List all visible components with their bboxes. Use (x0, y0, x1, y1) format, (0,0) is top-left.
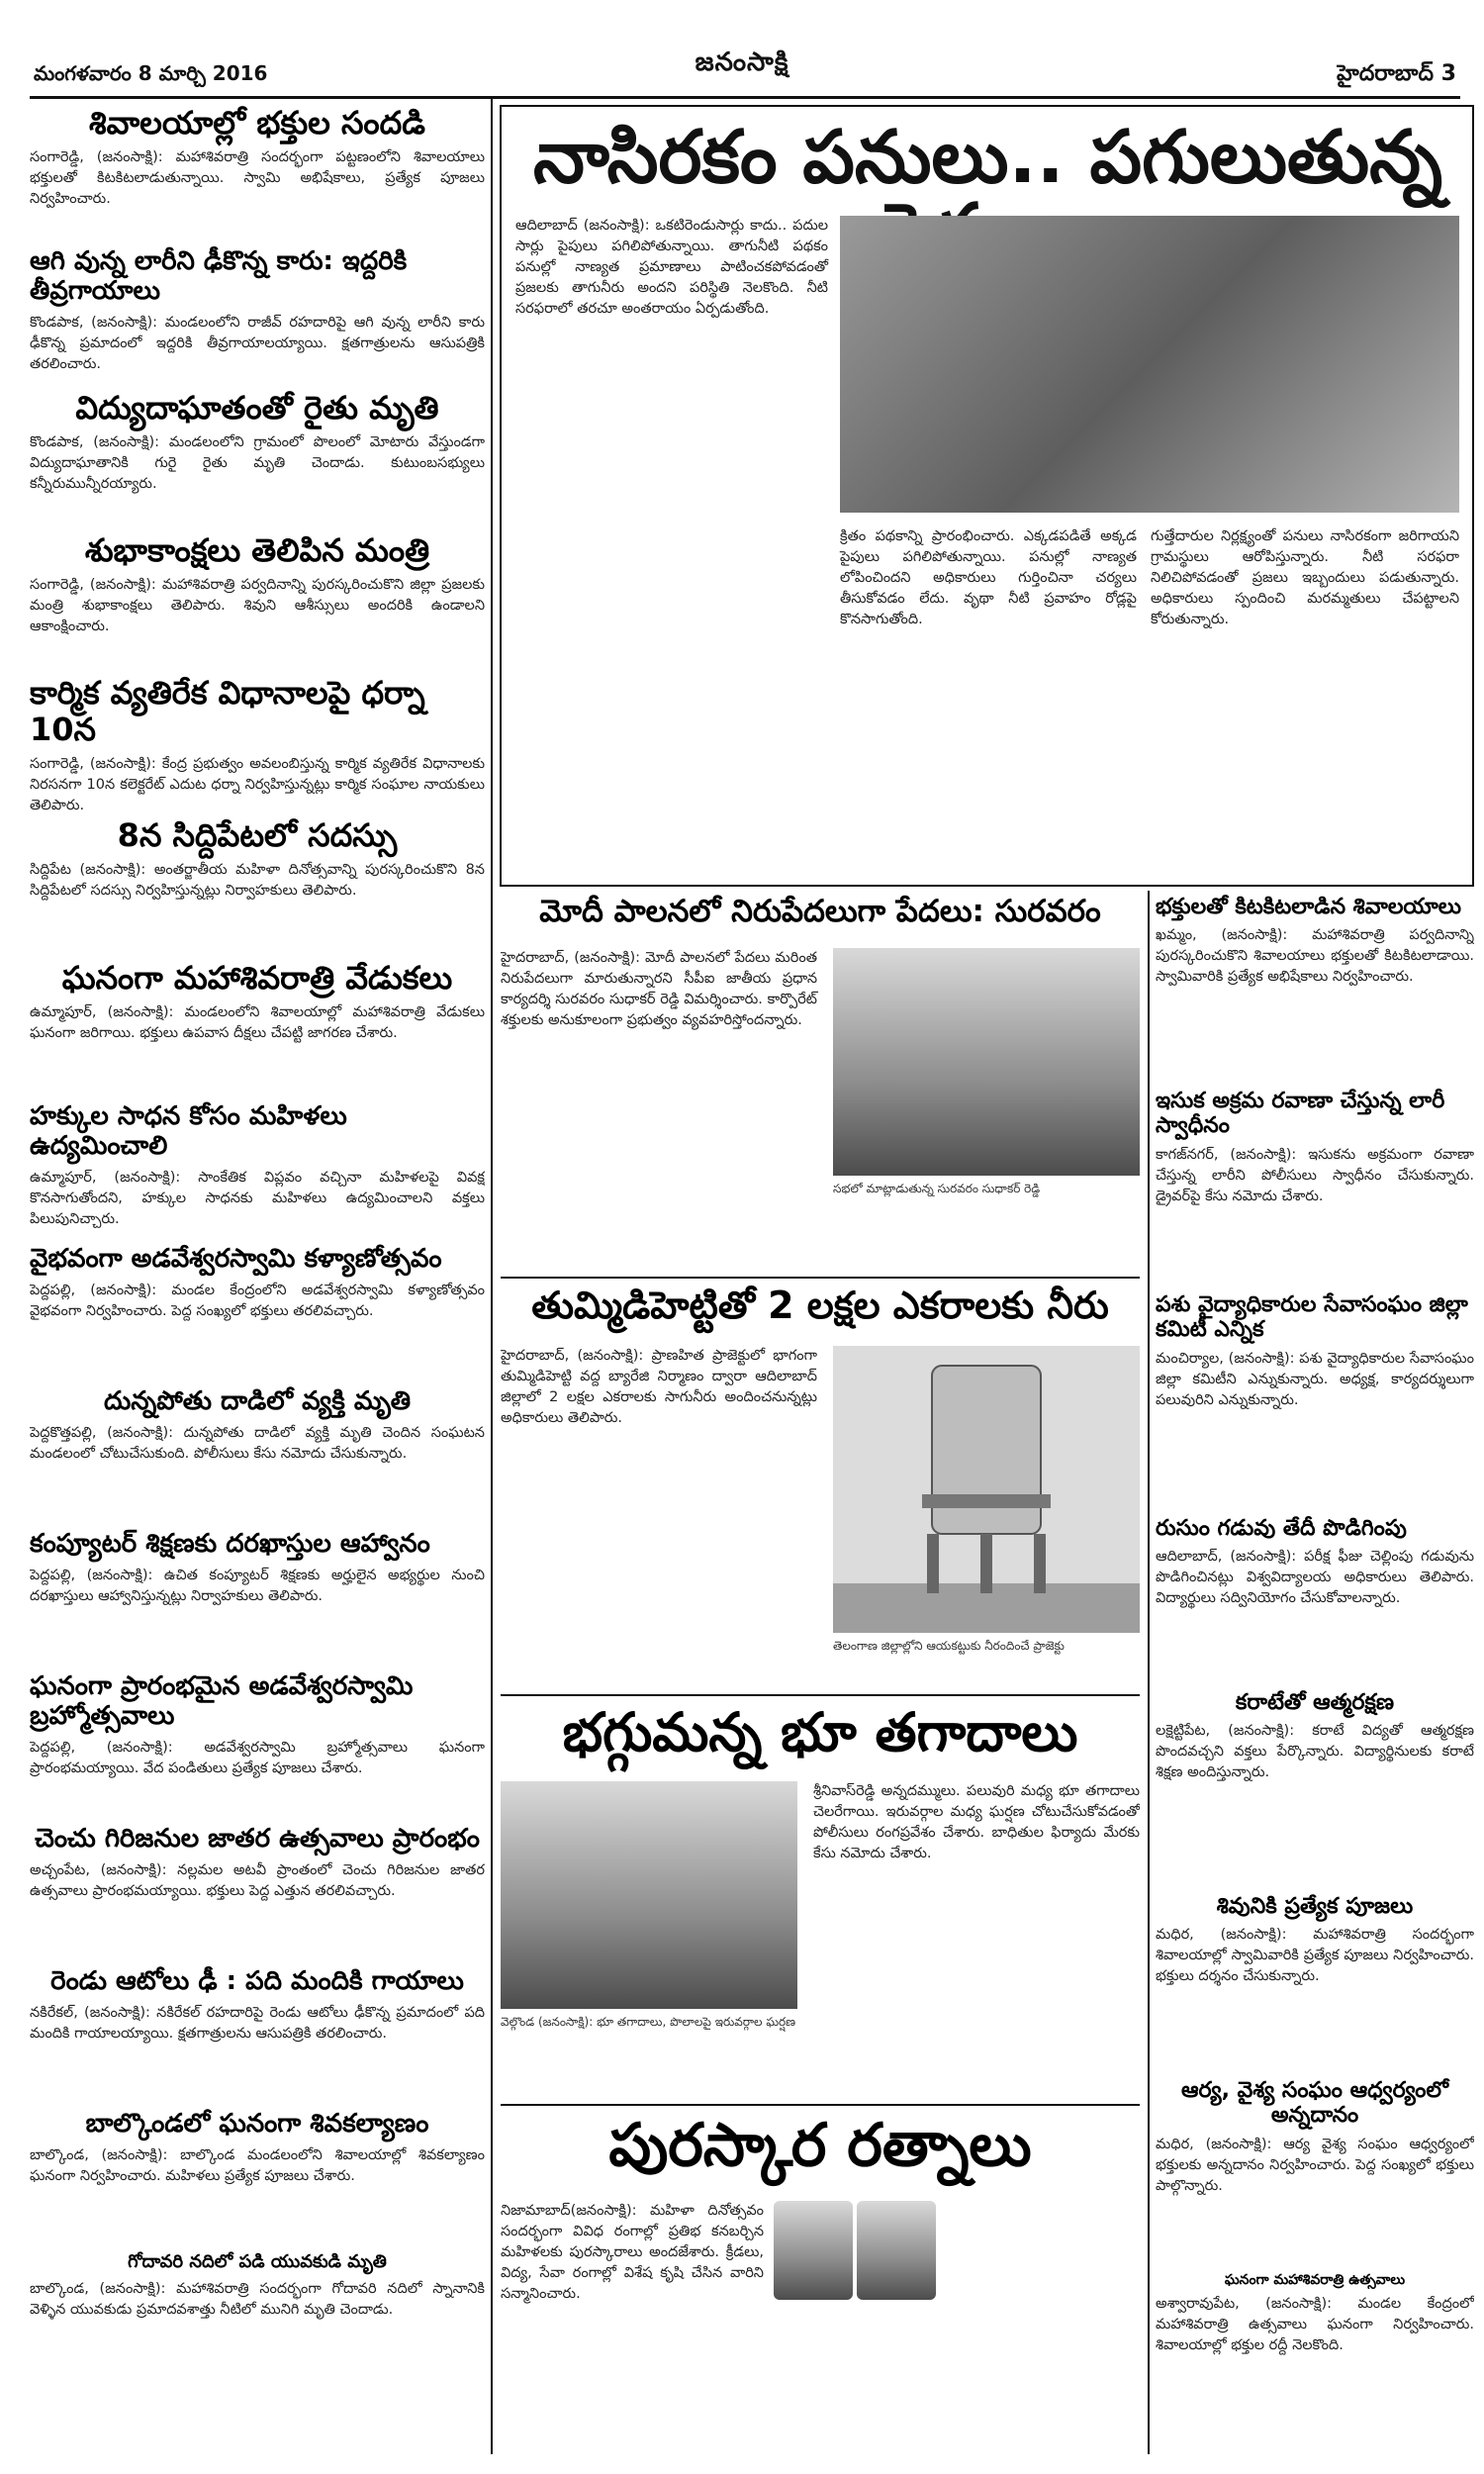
dispute-photo (501, 1781, 797, 2009)
story-body: పెద్దకొత్తపల్లి, (జనంసాక్షి): దున్నపోతు దాడిలో వ్యక్తి మృతి చెందిన సంఘటన మండలంలో చోటుచేసుకుంది. పోలీసులు కేసు నమోదు చేసుకున్నారు. (30, 1424, 485, 1462)
header-date: మంగళవారం 8 మార్చి 2016 (34, 61, 268, 85)
headline: చెంచు గిరిజనుల జాతర ఉత్సవాలు ప్రారంభం (35, 1824, 480, 1854)
lead-story-box (500, 105, 1474, 887)
headline: తుమ్మిడిహెట్టితో 2 లక్షల ఎకరాలకు నీరు (531, 1285, 1109, 1327)
story-body: సిద్దిపేట (జనంసాక్షి): అంతర్జాతీయ మహిళా దినోత్సవాన్ని పురస్కరించుకొని 8న సిద్దిపేటలో సదస్సు నిర్వహిస్తున్నట్లు నిర్వాహకులు తెలిపారు. (30, 861, 485, 899)
story-left-7 (30, 1102, 485, 1241)
suravaram-photo (833, 948, 1140, 1176)
story-left-6 (30, 960, 485, 1098)
story-body: అశ్వారావుపేట, (జనంసాక్షి): మండల కేంద్రంలో మహాశివరాత్రి ఉత్సవాలు ఘనంగా నిర్వహించారు. శివాలయాల్లో భక్తుల రద్దీ నెలకొంది. (1156, 2296, 1474, 2354)
story-body: హైదరాబాద్, (జనంసాక్షి): మోదీ పాలనలో పేదలు మరింత నిరుపేదలుగా మారుతున్నారని సీపీఐ జాతీయ ప్రధాన కార్యదర్శి సురవరం సుధాకర్ రెడ్డి విమర్శించారు. కార్పొరేట్ శక్తులకు అనుకూలంగా ప్రభుత్వం వ్యవహరిస్తోందన్నారు. (501, 950, 817, 1029)
story-body: పెద్దపల్లి, (జనంసాక్షి): మండల కేంద్రంలోని అడవేశ్వరస్వామి కళ్యాణోత్సవం వైభవంగా నిర్వహించారు. పెద్ద సంఖ్యలో భక్తులు తరలివచ్చారు. (30, 1282, 485, 1319)
right-column (1156, 895, 1474, 2458)
story-left-12 (30, 1825, 485, 1963)
story-right-3 (1156, 1516, 1474, 1684)
column-divider-right (1148, 891, 1150, 2454)
story-land-disputes (501, 1702, 1140, 2098)
story-left-2 (30, 390, 485, 528)
lead-body-col3: గుత్తేదారుల నిర్లక్ష్యంతో పనులు నాసిరకంగా జరిగాయని గ్రామస్థులు ఆరోపిస్తున్నారు. నీటి సరఫరా నిలిచిపోవడంతో ప్రజలు ఇబ్బందులు పడుతున్నారు. అధికారులు స్పందించి మరమ్మతులు చేపట్టాలని కోరుతున్నారు. (1151, 528, 1459, 628)
headline: విద్యుదాఘాతంతో రైతు మృతి (75, 389, 439, 427)
headline: 8న సిద్దిపేటలో సదస్సు (117, 816, 398, 854)
lead-photo (840, 216, 1459, 513)
story-left-11 (30, 1672, 485, 1821)
header-city-page: హైదరాబాద్ 3 (1337, 61, 1456, 86)
story-left-14 (30, 2110, 485, 2248)
story-left-8 (30, 1245, 485, 1383)
story-body: హైదరాబాద్, (జనంసాక్షి): ప్రాణహిత ప్రాజెక్టులో భాగంగా తుమ్మిడిహెట్టి వద్ద బ్యారేజి నిర్మాణం ద్వారా ఆదిలాబాద్ జిల్లాలో 2 లక్షల ఎకరాలకు సాగునీరు అందించనున్నట్లు అధికారులు తెలిపారు. (501, 1348, 817, 1427)
headline: రెండు ఆటోలు ఢీ : పది మందికి గాయాలు (50, 1966, 464, 1996)
water-tower-icon (833, 1346, 1140, 1633)
story-body: కొండపాక, (జనంసాక్షి): మండలంలోని రాజీవ్ రహదారిపై ఆగి వున్న లారీని కారు ఢీకొన్న ప్రమాదంలో ఇద్దరికి తీవ్రగాయాలయ్యాయి. క్షతగాత్రులను ఆసుపత్రికి తరలించారు. (30, 314, 485, 372)
story-left-10 (30, 1530, 485, 1668)
story-right-2 (1156, 1292, 1474, 1510)
story-body: సంగారెడ్డి, (జనంసాక్షి): మహాశివరాత్రి పర్వదినాన్ని పురస్కరించుకొని జిల్లా ప్రజలకు మంత్రి శుభాకాంక్షలు తెలిపారు. శివుని ఆశీస్సులు అందరికి ఉండాలని ఆకాంక్షించారు. (30, 576, 485, 634)
left-column (30, 105, 485, 2460)
story-right-7 (1156, 2272, 1474, 2450)
story-body: మంచిర్యాల, (జనంసాక్షి): పశు వైద్యాధికారుల సేవాసంఘం జిల్లా కమిటీని ఎన్నుకున్నారు. అధ్యక్ష, కార్యదర్శులుగా పలువురిని ఎన్నుకున్నారు. (1156, 1350, 1474, 1408)
divider (501, 1277, 1140, 1279)
story-right-0 (1156, 895, 1474, 1083)
headline: బాల్కొండలో ఘనంగా శివకల్యాణం (85, 2109, 429, 2139)
photo-caption: తెలంగాణ జిల్లాల్లోని ఆయకట్టుకు నీరందించే ప్రాజెక్టు (833, 1639, 1065, 1653)
lead-body-col2: క్రితం పథకాన్ని ప్రారంభించారు. ఎక్కడపడితే అక్కడ పైపులు పగిలిపోతున్నాయి. పనుల్లో నాణ్యత లోపించిందని అధికారులు గుర్తించినా చర్యలు తీసుకోవడం లేదు. వృథా నీటి ప్రవాహం రోడ్లపై కొనసాగుతోంది. (840, 528, 1137, 628)
story-body: బాల్కొండ, (జనంసాక్షి): మహాశివరాత్రి సందర్భంగా గోదావరి నదిలో స్నానానికి వెళ్ళిన యువకుడు ప్రమాదవశాత్తు నీటిలో మునిగి మృతి చెందాడు. (30, 2280, 485, 2318)
story-awards (501, 2112, 1140, 2458)
award-photo-1 (774, 2201, 853, 2300)
story-left-0 (30, 105, 485, 243)
story-body: బాల్కొండ, (జనంసాక్షి): బాల్కొండ మండలంలోని శివాలయాల్లో శివకల్యాణం ఘనంగా నిర్వహించారు. మహిళలు ప్రత్యేక పూజలు చేశారు. (30, 2146, 485, 2184)
headline: హక్కుల సాధన కోసం మహిళలు ఉద్యమించాలి (30, 1101, 347, 1161)
story-right-6 (1156, 2078, 1474, 2266)
story-right-5 (1156, 1894, 1474, 2072)
story-body: పెద్దపల్లి, (జనంసాక్షి): అడవేశ్వరస్వామి బ్రహ్మోత్సవాలు ఘనంగా ప్రారంభమయ్యాయి. వేద పండితులు ప్రత్యేక పూజలు చేశారు. (30, 1739, 485, 1776)
story-body: కాగజ్‌నగర్, (జనంసాక్షి): ఇసుకను అక్రమంగా రవాణా చేస్తున్న లారీని పోలీసులు స్వాధీనం చేసుకున్నారు. డ్రైవర్‌పై కేసు నమోదు చేశారు. (1156, 1146, 1474, 1204)
tower-photo (833, 1346, 1140, 1633)
lead-body-col1: ఆదిలాబాద్ (జనంసాక్షి): ఒకటిరెండుసార్లు కాదు.. పదుల సార్లు పైపులు పగిలిపోతున్నాయి. తాగునీటి పథకం పనుల్లో నాణ్యత ప్రమాణాలు పాటించకపోవడంతో ప్రజలకు తాగునీరు అందని పరిస్థితి నెలకొంది. నీటి సరఫరాలో తరచూ అంతరాయం ఏర్పడుతోంది. (515, 218, 828, 318)
story-left-15 (30, 2252, 485, 2411)
headline: శుభాకాంక్షలు తెలిపిన మంత్రి (84, 531, 430, 569)
headline: ఘనంగా ప్రారంభమైన అడవేశ్వరస్వామి బ్రహ్మోత్సవాలు (30, 1671, 414, 1731)
award-photo-2 (857, 2201, 936, 2300)
story-body: ఖమ్మం, (జనంసాక్షి): మహాశివరాత్రి పర్వదినాన్ని పురస్కరించుకొని శివాలయాలు భక్తులతో కిటకిటలాడాయి. స్వామివారికి ప్రత్యేక అభిషేకాలు నిర్వహించారు. (1156, 927, 1474, 986)
headline: పురస్కార రత్నాలు (608, 2112, 1032, 2180)
story-body: ఉమ్మాపూర్, (జనంసాక్షి): సాంకేతిక విప్లవం వచ్చినా మహిళలపై వివక్ష కొనసాగుతోందని, హక్కుల సాధనకు మహిళలు ఉద్యమించాలని వక్తలు పిలుపునిచ్చారు. (30, 1169, 485, 1227)
header-rule (30, 96, 1460, 99)
headline: కార్మిక వ్యతిరేక విధానాలపై ధర్నా 10న (30, 674, 425, 748)
headline: ఇసుక అక్రమ రవాణా చేస్తున్న లారీ స్వాధీనం (1156, 1089, 1445, 1139)
story-right-4 (1156, 1690, 1474, 1888)
story-body: లక్షెట్టిపేట, (జనంసాక్షి): కరాటే విద్యతో ఆత్మరక్షణ పొందవచ్చని వక్తలు పేర్కొన్నారు. విద్యార్థినులకు కరాటే శిక్షణ అందిస్తున్నారు. (1156, 1723, 1474, 1781)
headline: కంప్యూటర్ శిక్షణకు దరఖాస్తుల ఆహ్వానం (30, 1529, 430, 1559)
story-right-1 (1156, 1089, 1474, 1286)
headline: ఘనంగా మహాశివరాత్రి ఉత్సవాలు (1224, 2272, 1406, 2288)
headline: భక్తులతో కిటకిటలాడిన శివాలయాలు (1156, 895, 1461, 919)
headline: పశు వైద్యాధికారుల సేవాసంఘం జిల్లా కమిటీ ఎన్నిక (1156, 1292, 1468, 1343)
story-body: నకిరేకల్, (జనంసాక్షి): నకిరేకల్ రహదారిపై రెండు ఆటోలు ఢీకొన్న ప్రమాదంలో పది మందికి గాయాలయ్యాయి. క్షతగాత్రులను ఆసుపత్రికి తరలించారు. (30, 2004, 485, 2042)
story-body: సంగారెడ్డి, (జనంసాక్షి): మహాశివరాత్రి సందర్భంగా పట్టణంలోని శివాలయాలు భక్తులతో కిటకిటలాడుతున్నాయి. స్వామి అభిషేకాలు, ప్రత్యేక పూజలు నిర్వహించారు. (30, 148, 485, 207)
story-left-5 (30, 817, 485, 956)
story-tummidihetti (501, 1285, 1140, 1690)
story-suravaram (501, 895, 1140, 1271)
headline: కరాటేతో ఆత్మరక్షణ (1235, 1690, 1395, 1715)
headline: శివాలయాల్లో భక్తుల సందడి (89, 105, 425, 142)
story-body: శ్రీనివాస్‌రెడ్డి అన్నదమ్ములు. పలువురి మధ్య భూ తగాదాలు చెలరేగాయి. ఇరువర్గాల మధ్య ఘర్షణ చోటుచేసుకోవడంతో పోలీసులు రంగప్రవేశం చేశారు. బాధితుల ఫిర్యాదు మేరకు కేసు నమోదు చేశారు. (813, 1783, 1140, 1862)
column-divider-left (491, 99, 493, 2454)
headline: మోదీ పాలనలో నిరుపేదలుగా పేదలు: సురవరం (539, 895, 1101, 929)
divider (501, 1694, 1140, 1696)
story-body: కొండపాక, (జనంసాక్షి): మండలంలోని గ్రామంలో పొలంలో మోటారు వేస్తుండగా విద్యుదాఘాతానికి గురై రైతు మృతి చెందాడు. కుటుంబసభ్యులు కన్నీరుమున్నీరయ్యారు. (30, 433, 485, 492)
headline: వైభవంగా అడవేశ్వరస్వామి కళ్యాణోత్సవం (30, 1244, 442, 1274)
story-body: ఉమ్మాపూర్, (జనంసాక్షి): మండలంలోని శివాలయాల్లో మహాశివరాత్రి వేడుకలు ఘనంగా జరిగాయి. భక్తులు ఉపవాస దీక్షలు చేపట్టి జాగరణ చేశారు. (30, 1003, 485, 1041)
headline: శివునికి ప్రత్యేక పూజలు (1216, 1894, 1414, 1919)
story-left-9 (30, 1387, 485, 1526)
story-body: పెద్దపల్లి, (జనంసాక్షి): ఉచిత కంప్యూటర్ శిక్షణకు అర్హులైన అభ్యర్థుల నుంచి దరఖాస్తులు ఆహ్వానిస్తున్నట్లు నిర్వాహకులు తెలిపారు. (30, 1567, 485, 1604)
story-body: అచ్చంపేట, (జనంసాక్షి): నల్లమల అటవీ ప్రాంతంలో చెంచు గిరిజనుల జాతర ఉత్సవాలు ప్రారంభమయ్యాయి. భక్తులు పెద్ద ఎత్తున తరలివచ్చారు. (30, 1861, 485, 1899)
story-left-3 (30, 532, 485, 671)
story-body: సంగారెడ్డి, (జనంసాక్షి): కేంద్ర ప్రభుత్వం అవలంబిస్తున్న కార్మిక వ్యతిరేక విధానాలకు నిరసనగా 10న కలెక్టరేట్ ఎదుట ధర్నా నిర్వహిస్తున్నట్లు కార్మిక సంఘాల నాయకులు తెలిపారు. (30, 755, 485, 813)
story-left-4 (30, 675, 485, 813)
headline: రుసుం గడువు తేదీ పొడిగింపు (1156, 1516, 1407, 1541)
story-body: నిజామాబాద్(జనంసాక్షి): మహిళా దినోత్సవం సందర్భంగా వివిధ రంగాల్లో ప్రతిభ కనబర్చిన మహిళలకు పురస్కారాలు అందజేశారు. క్రీడలు, విద్య, సేవా రంగాల్లో విశేష కృషి చేసిన వారిని సన్మానించారు. (501, 2203, 764, 2303)
headline: ఘనంగా మహాశివరాత్రి వేడుకలు (61, 959, 453, 997)
story-body: మధిర, (జనంసాక్షి): మహాశివరాత్రి సందర్భంగా శివాలయాల్లో స్వామివారికి ప్రత్యేక పూజలు నిర్వహించారు. భక్తులు దర్శనం చేసుకున్నారు. (1156, 1927, 1474, 1985)
story-body: ఆదిలాబాద్, (జనంసాక్షి): పరీక్ష ఫీజు చెల్లింపు గడువును పొడిగించినట్లు విశ్వవిద్యాలయ అధికారులు తెలిపారు. విద్యార్థులు సద్వినియోగం చేసుకోవాలన్నారు. (1156, 1549, 1474, 1607)
headline: ఆర్య, వైశ్య సంఘం ఆధ్వర్యంలో అన్నదానం (1180, 2078, 1449, 2129)
story-left-1 (30, 247, 485, 386)
divider (501, 2104, 1140, 2106)
photo-caption: సభలో మాట్లాడుతున్న సురవరం సుధాకర్ రెడ్డి (833, 1182, 1041, 1195)
masthead-logo: జనంసాక్షి (695, 48, 789, 77)
story-body: మధిర, (జనంసాక్షి): ఆర్య వైశ్య సంఘం ఆధ్వర్యంలో భక్తులకు అన్నదానం నిర్వహించారు. పెద్ద సంఖ్యలో భక్తులు పాల్గొన్నారు. (1156, 2136, 1474, 2194)
story-left-13 (30, 1967, 485, 2106)
photo-caption: వెల్గొండ (జనంసాక్షి): భూ తగాదాలు, పొలాలపై ఇరువర్గాల ఘర్షణ (501, 2015, 796, 2029)
lead-headline: నాసిరకం పనులు.. పగులుతున్న (532, 115, 1443, 200)
headline: భగ్గుమన్న భూ తగాదాలు (562, 1702, 1078, 1763)
headline: దున్నపోతు దాడిలో వ్యక్తి మృతి (103, 1386, 412, 1416)
headline: ఆగి వున్న లారీని ఢీకొన్న కారు: ఇద్దరికి తీవ్రగాయాలు (30, 246, 408, 306)
headline: గోదావరి నదిలో పడి యువకుడి మృతి (128, 2251, 387, 2272)
